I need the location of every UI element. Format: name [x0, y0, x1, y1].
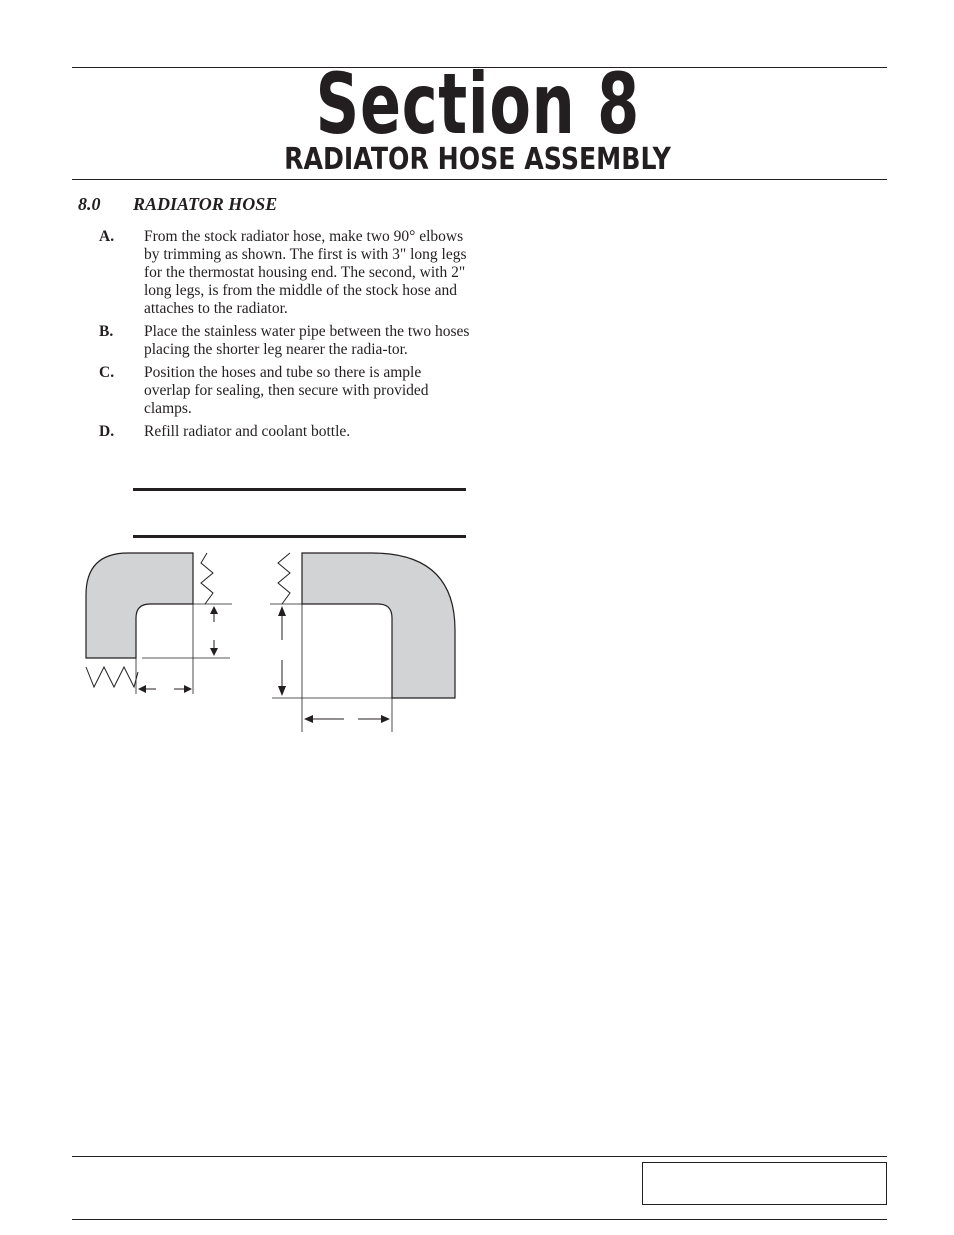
divider-bar-upper [133, 488, 466, 491]
hose-trimming-diagram [80, 545, 470, 740]
cut-edge-right [278, 553, 290, 604]
hose-body-right [302, 553, 455, 698]
heading-title: RADIATOR HOSE [133, 194, 278, 214]
step-text: Place the stainless water pipe between the two hoses placing the shorter leg nearer the radia-tor. [144, 323, 470, 358]
divider-bar-lower [133, 535, 466, 538]
cut-edge-left-bottom [86, 667, 138, 687]
step-b [99, 323, 471, 359]
dimension-arrow-vertical-left [210, 606, 218, 656]
hose-body-left [86, 553, 193, 658]
step-text: Refill radiator and coolant bottle. [144, 423, 351, 440]
step-letter: A. [99, 228, 115, 245]
footer-top-rule [72, 1156, 887, 1157]
cut-edge-left-top [201, 553, 213, 604]
step-letter: B. [99, 323, 114, 340]
elbow-right [270, 553, 455, 732]
elbow-left [86, 553, 232, 694]
step-letter: D. [99, 423, 115, 440]
dimension-arrow-horizontal-right [304, 715, 390, 723]
step-d [99, 423, 471, 441]
dimension-arrow-vertical-right [278, 606, 286, 696]
step-letter: C. [99, 364, 115, 381]
step-c [99, 364, 471, 418]
section-title: Section 8 [315, 55, 640, 153]
section-subtitle: RADIATOR HOSE ASSEMBLY [284, 142, 671, 177]
page-number-box [642, 1162, 887, 1205]
dimension-arrow-horizontal-left [138, 685, 192, 693]
step-a [99, 228, 471, 318]
step-list [99, 228, 471, 446]
step-text: Position the hoses and tube so there is ample overlap for sealing, then secure with provided clamps. [144, 364, 429, 417]
step-text: From the stock radiator hose, make two 90° elbows by trimming as shown. The first is with 3" long legs for the thermostat housing end. The second, with 2" long legs, is from the middle of the stock hose and attaches to the radiator. [144, 228, 467, 317]
heading-number: 8.0 [78, 194, 101, 214]
header-bottom-rule [72, 179, 887, 180]
footer-bottom-rule [72, 1219, 887, 1220]
